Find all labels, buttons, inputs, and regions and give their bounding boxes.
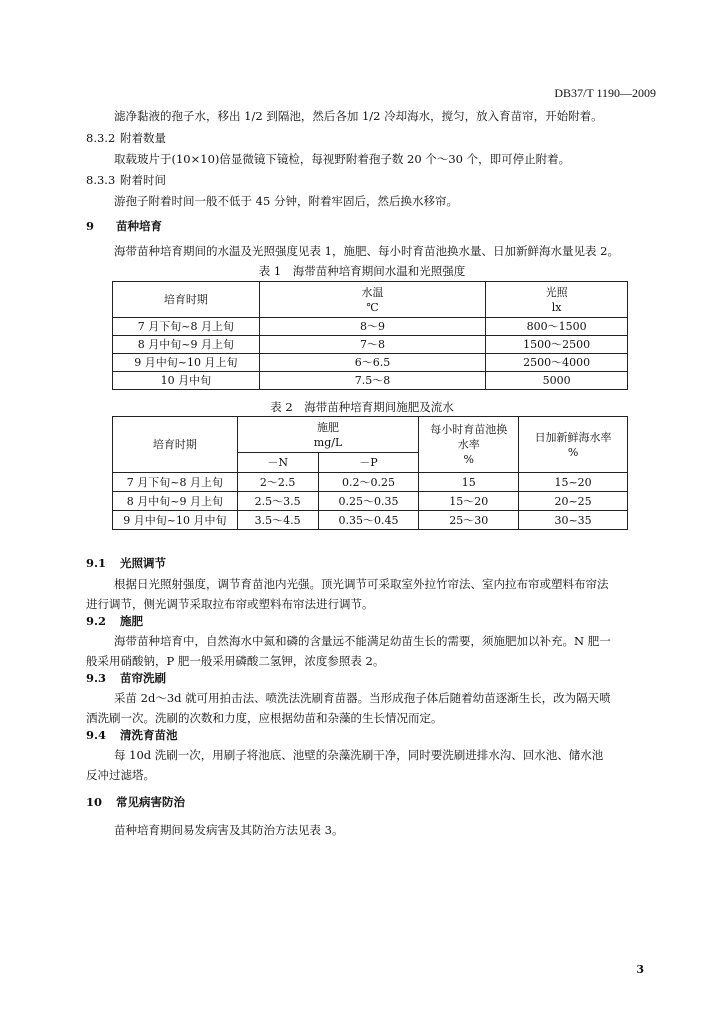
table-row: 9 月中旬~10 月上旬 6～6.5 2500～4000 bbox=[113, 354, 628, 372]
section-9-2-line-2: 般采用硝酸钠，P 肥一般采用磷酸二氢钾，浓度参照表 2。 bbox=[86, 654, 385, 668]
section-9-body: 海带苗种培育期间的水温及光照强度见表 1，施肥、每小时育苗池换水量、日加新鲜海水量见表 2。 bbox=[114, 244, 619, 258]
table-2-header-p: －P bbox=[318, 453, 419, 473]
section-title: 苗种培育 bbox=[116, 219, 162, 233]
table-2 bbox=[112, 416, 628, 530]
section-9-1-heading bbox=[86, 555, 166, 571]
section-8-3-3-heading bbox=[86, 172, 166, 188]
section-9-2-heading bbox=[86, 613, 143, 629]
section-title: 附着时间 bbox=[120, 173, 166, 187]
section-title: 苗帘洗刷 bbox=[120, 671, 166, 685]
table-2-header-period: 培育时期 bbox=[113, 417, 238, 473]
section-9-4-line-1: 每 10d 洗刷一次，用刷子将池底、池壁的杂藻洗刷干净，同时要洗刷进排水沟、回水池、储水池 bbox=[114, 748, 604, 762]
section-9-3-heading bbox=[86, 670, 166, 686]
section-number: 9 bbox=[86, 219, 95, 233]
section-9-4-line-2: 反冲过滤塔。 bbox=[86, 768, 155, 782]
section-10-body: 苗种培育期间易发病害及其防治方法见表 3。 bbox=[114, 823, 344, 837]
table-2-header-daily: 日加新鲜海水率 % bbox=[519, 417, 628, 473]
page-number: 3 bbox=[636, 963, 644, 976]
table-1-header-light: 光照 lx bbox=[486, 282, 628, 318]
section-8-3-3-body: 游孢子附着时间一般不低于 45 分钟，附着牢固后，然后换水移帘。 bbox=[114, 194, 458, 208]
table-1 bbox=[112, 281, 628, 390]
table-1-header-temp: 水温 ℃ bbox=[259, 282, 486, 318]
section-number: 9.4 bbox=[86, 728, 107, 742]
section-number: 9.1 bbox=[86, 556, 107, 570]
table-2-header-hourly: 每小时育苗池换 水率 % bbox=[419, 417, 519, 473]
section-title: 施肥 bbox=[120, 614, 143, 628]
section-9-1-line-2: 进行调节，侧光调节采取拉布帘或塑料布帘法进行调节。 bbox=[86, 597, 374, 611]
table-1-header-period: 培育时期 bbox=[113, 282, 260, 318]
section-title: 清洗育苗池 bbox=[120, 728, 178, 742]
section-9-2-line-1: 海带苗种培育中，自然海水中氮和磷的含量远不能满足幼苗生长的需要，须施肥加以补充。N 肥一 bbox=[114, 634, 611, 648]
section-number: 10 bbox=[86, 795, 103, 809]
table-row: 8 月中旬~9 月上旬 2.5～3.5 0.25～0.35 15～20 20~25 bbox=[113, 492, 628, 511]
section-9-heading bbox=[86, 218, 162, 234]
section-number: 8.3.2 bbox=[86, 131, 116, 145]
section-title: 常见病害防治 bbox=[116, 795, 185, 809]
section-title: 光照调节 bbox=[120, 556, 166, 570]
section-9-3-line-1: 采苗 2d～3d 就可用拍击法、喷洗法洗刷育苗器。当形成孢子体后随着幼苗逐渐生长，改为隔天喷 bbox=[114, 691, 611, 705]
section-9-1-line-1: 根据日光照射强度，调节育苗池内光强。顶光调节可采取室外拉竹帘法、室内拉布帘或塑料布帘法 bbox=[114, 577, 609, 591]
section-9-4-heading bbox=[86, 727, 178, 743]
table-row: 7 月下旬~8 月上旬 8～9 800～1500 bbox=[113, 318, 628, 336]
section-title: 附着数量 bbox=[120, 131, 166, 145]
intro-paragraph: 滤净黏液的孢子水，移出 1/2 到隔池，然后各加 1/2 冷却海水，搅匀，放入育苗帘，开始附着。 bbox=[114, 109, 603, 123]
table-row: 9 月中旬~10 月中旬 3.5～4.5 0.35～0.45 25～30 30~35 bbox=[113, 511, 628, 530]
section-8-3-2-heading bbox=[86, 130, 166, 146]
section-10-heading bbox=[86, 794, 185, 810]
table-row: 10 月中旬 7.5～8 5000 bbox=[113, 372, 628, 390]
table-2-header-n: －N bbox=[237, 453, 318, 473]
section-number: 8.3.3 bbox=[86, 173, 116, 187]
table-row: 7 月下旬~8 月上旬 2～2.5 0.2～0.25 15 15~20 bbox=[113, 473, 628, 492]
document-id: DB37/T 1190—2009 bbox=[554, 86, 656, 100]
section-number: 9.2 bbox=[86, 614, 107, 628]
table-row: 8 月中旬~9 月上旬 7～8 1500～2500 bbox=[113, 336, 628, 354]
section-8-3-2-body: 取载玻片于(10×10)倍显微镜下镜检，每视野附着孢子数 20 个～30 个，即可停止附着。 bbox=[114, 152, 571, 166]
table-2-header-fert: 施肥 mg/L bbox=[237, 417, 419, 453]
table-1-caption: 表 1 海带苗种培育期间水温和光照强度 bbox=[258, 264, 466, 278]
section-9-3-line-2: 洒洗刷一次。洗刷的次数和力度，应根据幼苗和杂藻的生长情况而定。 bbox=[86, 711, 443, 725]
section-number: 9.3 bbox=[86, 671, 107, 685]
table-2-caption: 表 2 海带苗种培育期间施肥及流水 bbox=[270, 400, 454, 414]
